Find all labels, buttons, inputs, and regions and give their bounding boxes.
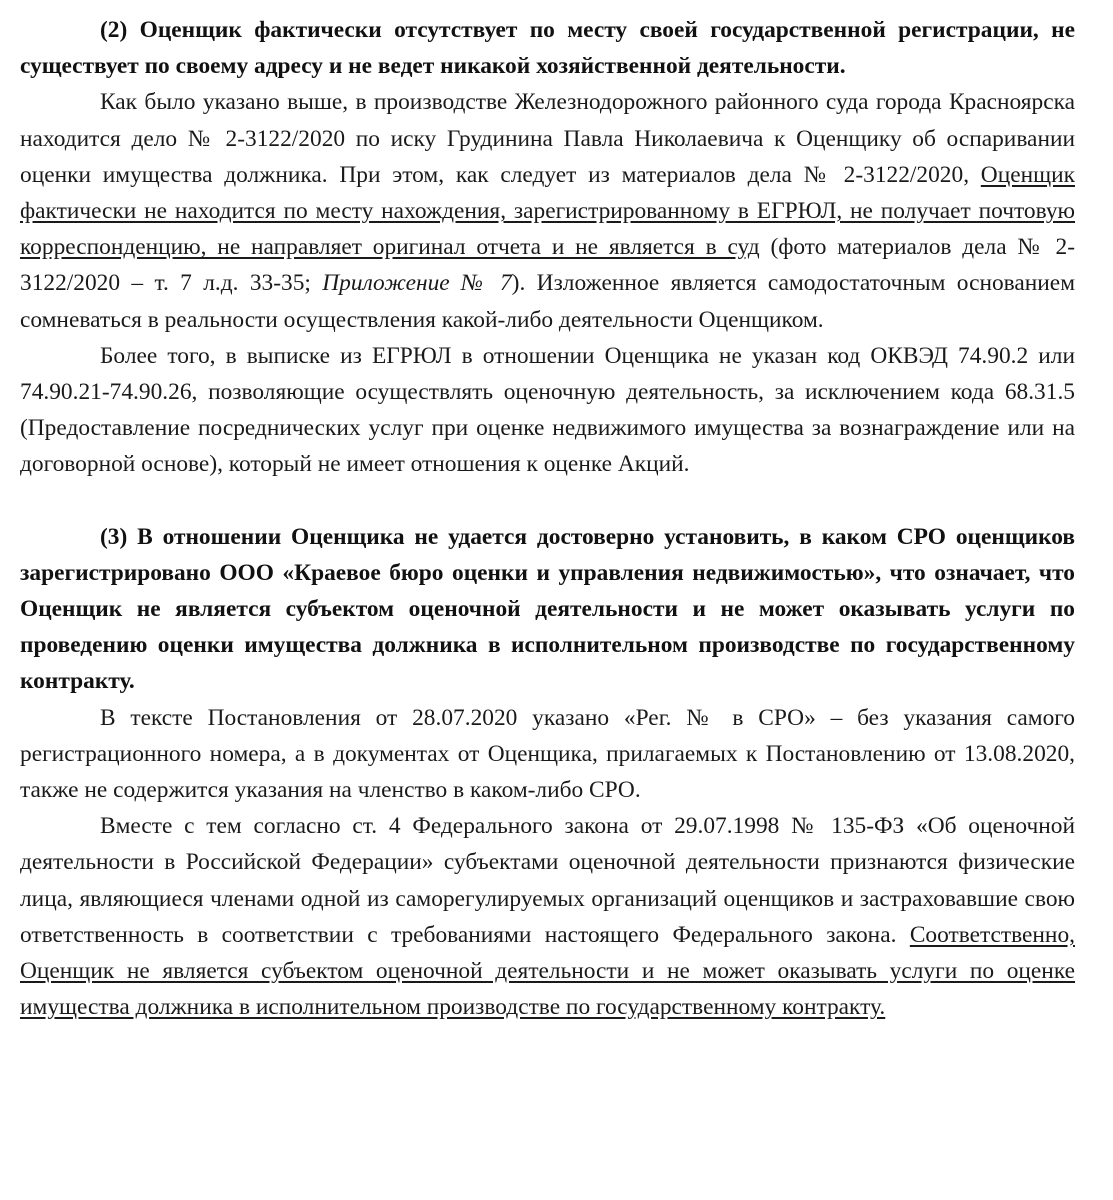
section-2-heading: (2) Оценщик фактически отсутствует по месту своей государственной регистрации, не существует по своему адресу и не ведет никакой хозяйственной деятельности. <box>20 17 1075 80</box>
section-2-paragraph-2: Более того, в выписке из ЕГРЮЛ в отношении Оценщика не указан код ОКВЭД 74.90.2 или 74.90.21-74.90.26, позволяющие осуществлять оценочную деятельность, за исключением кода 68.31.5 (Предоставление посреднических услуг при оценке недвижимого имущества за вознаграждение или на договорной основе), который не имеет отношения к оценке Акций. <box>20 342 1075 478</box>
section-2-paragraph-1 <box>20 84 1075 337</box>
section-2-paragraph-1-text-c: ). Изложенное является самодостаточным основанием сомневаться в реальности осуществления какой-либо деятельности Оценщиком. <box>20 270 1075 333</box>
section-3-heading: (3) В отношении Оценщика не удается достоверно установить, в каком СРО оценщиков зарегистрировано ООО «Краевое бюро оценки и управления недвижимостью», что означает, что Оценщик не является субъектом оценочной деятельности и не может оказывать услуги по проведению оценки имущества должника в исполнительном производстве по государственному контракту. <box>20 523 1075 695</box>
section-gap <box>20 483 1075 519</box>
section-3-underlined-conclusion: Соответственно, Оценщик не является субъектом оценочной деятельности и не может оказывать услуги по оценке имущества должника в исполнительном производстве по государственному контракту. <box>20 921 1075 1021</box>
appendix-reference: Приложение № 7 <box>322 270 512 297</box>
section-3-paragraph-1: В тексте Постановления от 28.07.2020 указано «Рег. № в СРО» – без указания самого регистрационного номера, а в документах от Оценщика, прилагаемых к Постановлению от 13.08.2020, также не содержится указания на членство в каком-либо СРО. <box>20 704 1075 804</box>
section-3-paragraph-2 <box>20 808 1075 1025</box>
section-2-paragraph-1-text-b: (фото материалов дела № 2-3122/2020 – т. 7 л.д. 33-35; <box>20 234 1075 297</box>
section-3-paragraph-2-text: Вместе с тем согласно ст. 4 Федерального закона от 29.07.1998 № 135-ФЗ «Об оценочной деятельности в Российской Федерации» субъектами оценочной деятельности признаются физические лица, являющиеся членами одной из саморегулируемых организаций оценщиков и застраховавшие свою ответственность в соответствии с требованиями настоящего Федерального закона. <box>20 813 1075 948</box>
section-2-underlined-statement: Оценщик фактически не находится по месту нахождения, зарегистрированному в ЕГРЮЛ, не получает почтовую корреспонденцию, не направляет оригинал отчета и не является в суд <box>20 161 1075 261</box>
section-2-paragraph-1-text-a: Как было указано выше, в производстве Железнодорожного районного суда города Красноярска находится дело № 2-3122/2020 по иску Грудинина Павла Николаевича к Оценщику об оспаривании оценки имущества должника. При этом, как следует из материалов дела № 2-3122/2020, <box>20 89 1075 188</box>
